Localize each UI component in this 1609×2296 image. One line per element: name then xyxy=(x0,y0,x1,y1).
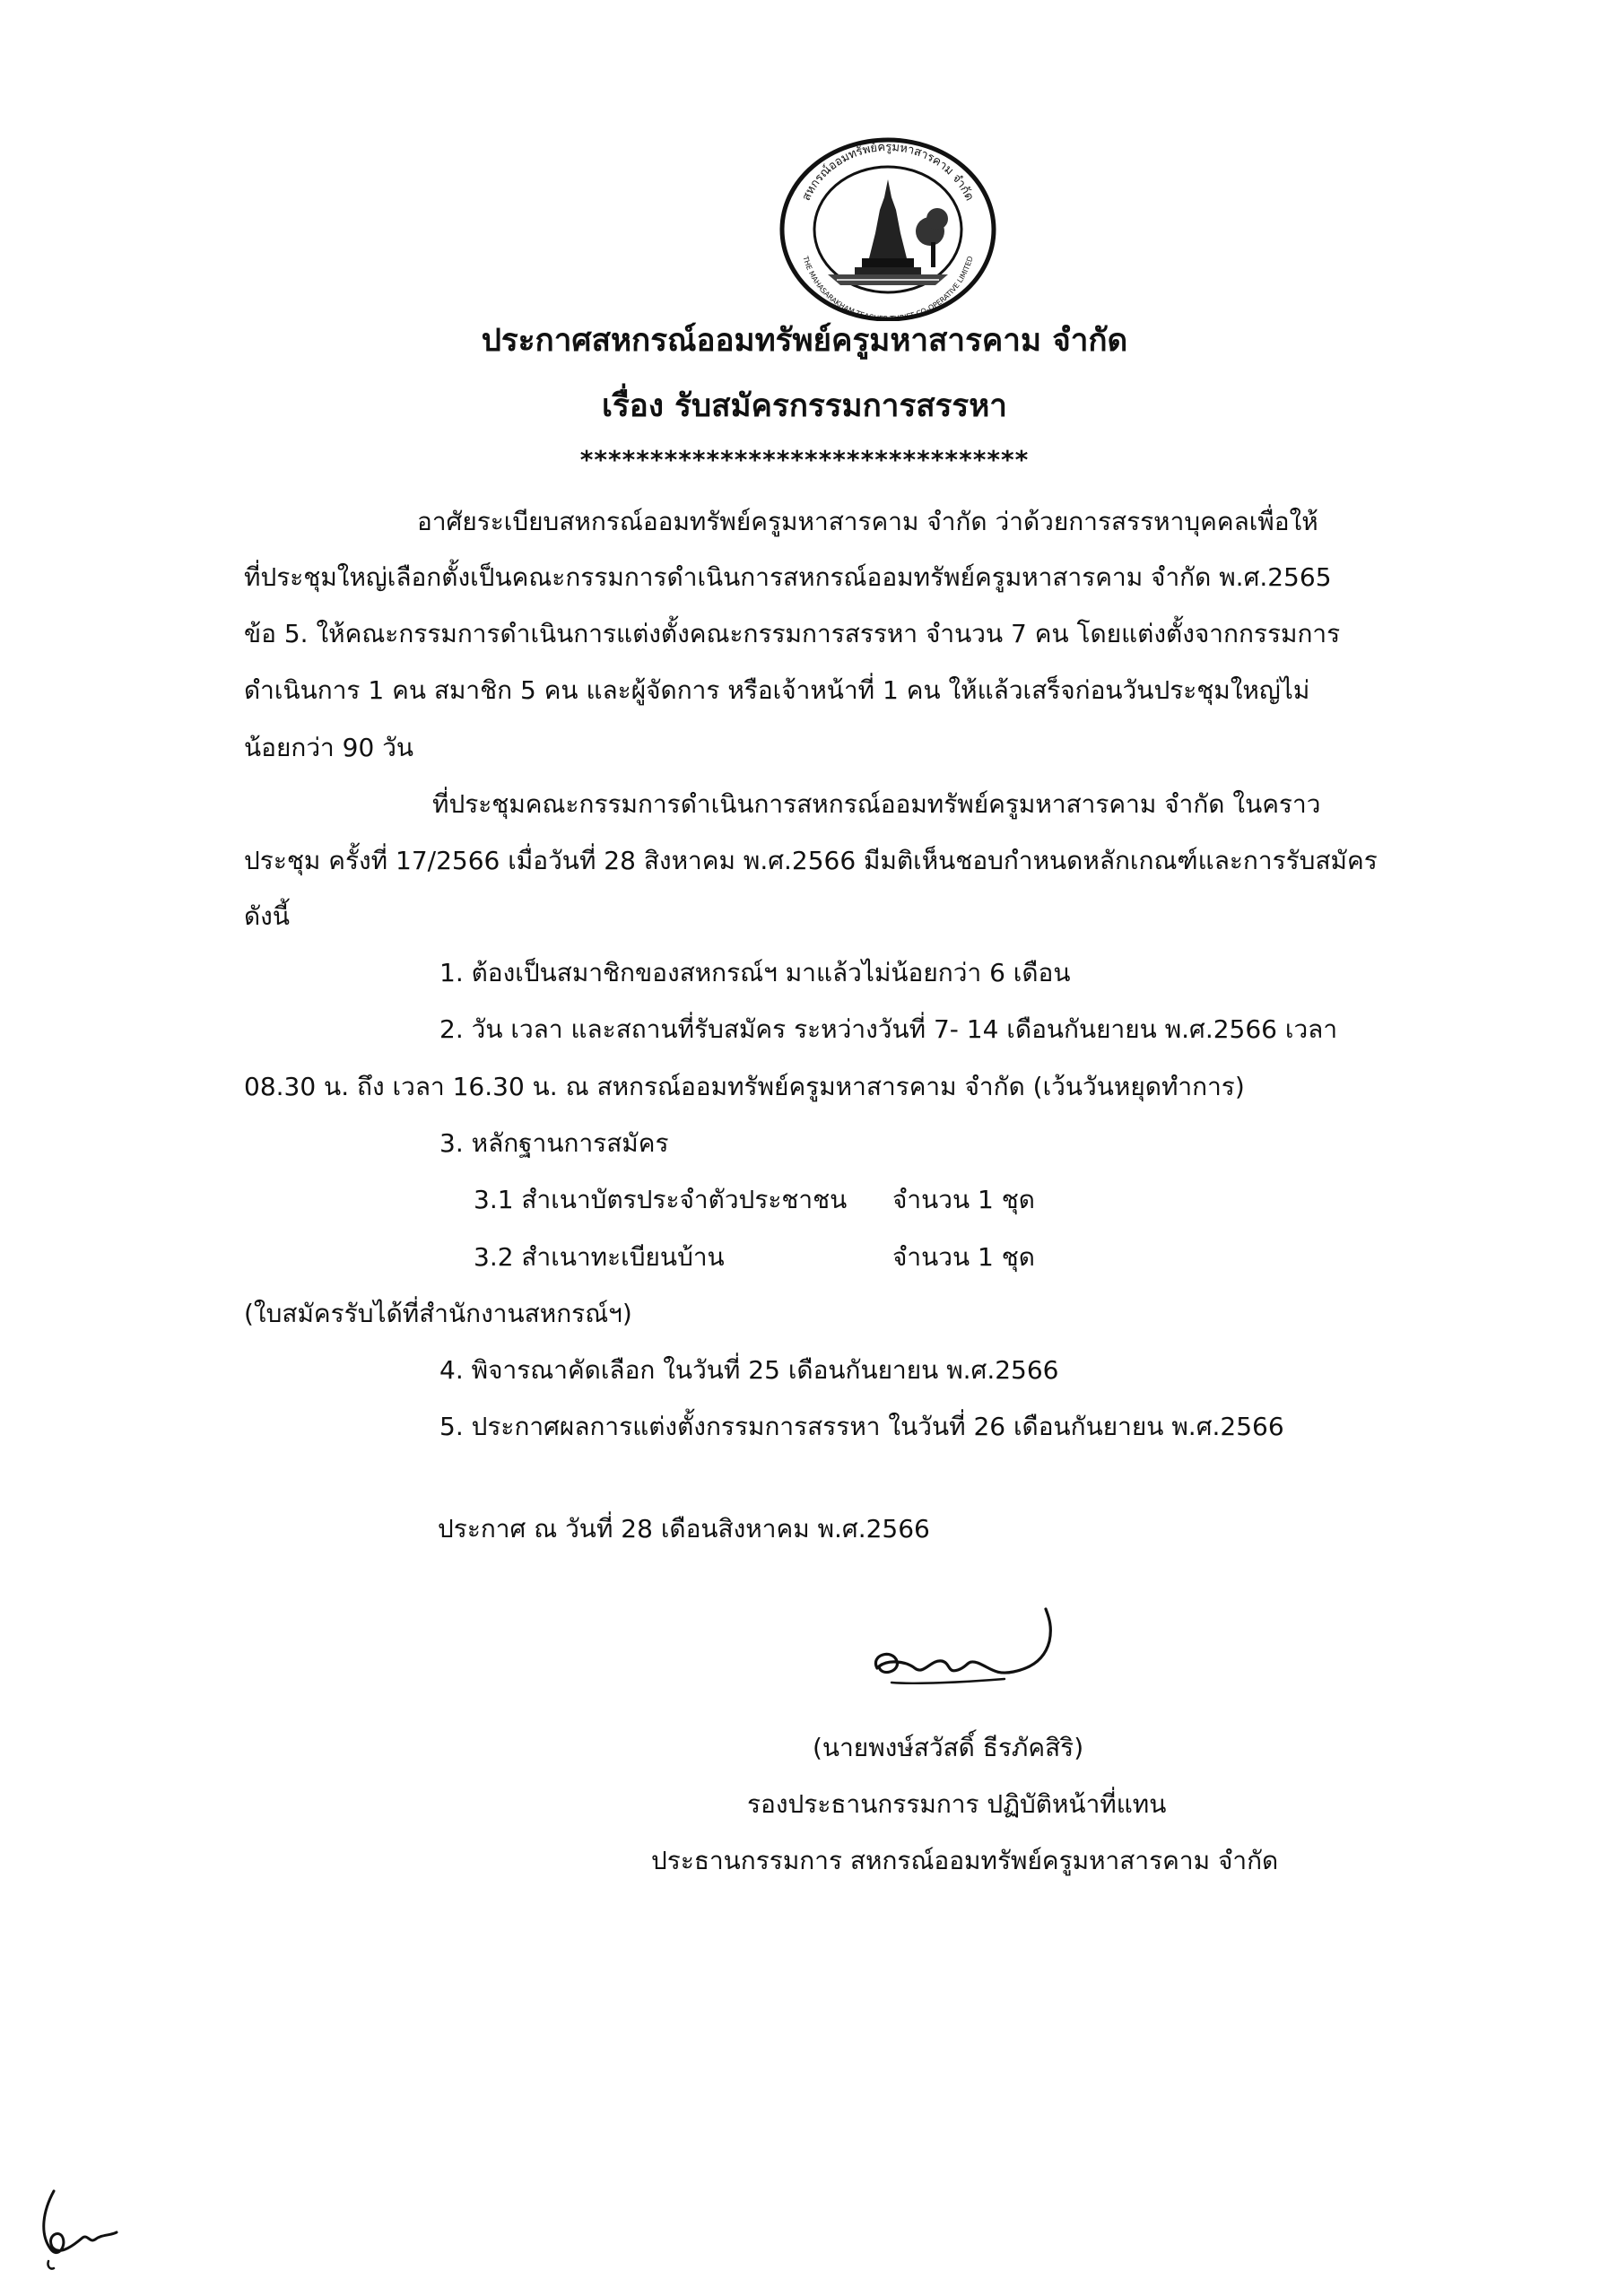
seal-text-bottom: THE MAHASARAKHAM TEACHER THRIFT CO-OPERATIVE LIMITED xyxy=(801,255,975,321)
criteria-item-2-cont: 08.30 น. ถึง เวลา 16.30 น. ณ สหกรณ์ออมทรัพย์ครูมหาสารคาม จำกัด (เว้นวันหยุดทำการ) xyxy=(244,1072,1245,1101)
criteria-item-1: 1. ต้องเป็นสมาชิกของสหกรณ์ฯ มาแล้วไม่น้อยกว่า 6 เดือน xyxy=(439,958,1071,987)
criteria-item-2: 2. วัน เวลา และสถานที่รับสมัคร ระหว่างวันที่ 7- 14 เดือนกันยายน พ.ศ.2566 เวลา xyxy=(439,1014,1338,1044)
separator-stars: ******************************** xyxy=(579,445,1030,474)
application-note: (ใบสมัครรับได้ที่สำนักงานสหกรณ์ฯ) xyxy=(244,1299,632,1328)
criteria-item-5: 5. ประกาศผลการแต่งตั้งกรรมการสรรหา ในวันที่ 26 เดือนกันยายน พ.ศ.2566 xyxy=(439,1412,1284,1441)
signatory-position-1: รองประธานกรรมการ ปฏิบัติหน้าที่แทน xyxy=(747,1789,1167,1819)
document-item-3-2-qty: จำนวน 1 ชุด xyxy=(892,1242,1035,1272)
paragraph-line: ที่ประชุมใหญ่เลือกตั้งเป็นคณะกรรมการดำเนินการสหกรณ์ออมทรัพย์ครูมหาสารคาม จำกัด พ.ศ.2565 xyxy=(244,562,1332,592)
paragraph-line: ประชุม ครั้งที่ 17/2566 เมื่อวันที่ 28 สิงหาคม พ.ศ.2566 มีมติเห็นชอบกำหนดหลักเกณฑ์และการรับสมัคร xyxy=(244,846,1378,875)
signatory-position-2: ประธานกรรมการ สหกรณ์ออมทรัพย์ครูมหาสารคาม จำกัด xyxy=(651,1846,1279,1875)
paragraph-line: ที่ประชุมคณะกรรมการดำเนินการสหกรณ์ออมทรัพย์ครูมหาสารคาม จำกัด ในคราว xyxy=(432,789,1321,819)
criteria-item-3: 3. หลักฐานการสมัคร xyxy=(439,1128,669,1158)
document-item-3-1-qty: จำนวน 1 ชุด xyxy=(892,1185,1035,1214)
criteria-item-4: 4. พิจารณาคัดเลือก ในวันที่ 25 เดือนกันยายน พ.ศ.2566 xyxy=(439,1355,1059,1385)
announcement-date: ประกาศ ณ วันที่ 28 เดือนสิงหาคม พ.ศ.2566 xyxy=(438,1514,930,1544)
signatory-name: (นายพงษ์สวัสดิ์ ธีรภัคสิริ) xyxy=(813,1733,1084,1762)
cooperative-seal-logo xyxy=(776,133,1000,321)
announcement-subject: เรื่อง รับสมัครกรรมการสรรหา xyxy=(602,388,1007,424)
paragraph-line: ข้อ 5. ให้คณะกรรมการดำเนินการแต่งตั้งคณะกรรมการสรรหา จำนวน 7 คน โดยแต่งตั้งจากกรรมการ xyxy=(244,619,1341,648)
seal-text-top: สหกรณ์ออมทรัพย์ครูมหาสารคาม จำกัด xyxy=(799,140,977,204)
document-item-3-1: 3.1 สำเนาบัตรประจำตัวประชาชน xyxy=(474,1185,848,1214)
document-item-3-2: 3.2 สำเนาทะเบียนบ้าน xyxy=(474,1242,725,1272)
handwritten-signature xyxy=(861,1605,1076,1704)
paragraph-line: น้อยกว่า 90 วัน xyxy=(244,733,414,762)
paragraph-line: ดังนี้ xyxy=(244,901,290,931)
paragraph-line: ดำเนินการ 1 คน สมาชิก 5 คน และผู้จัดการ หรือเจ้าหน้าที่ 1 คน ให้แล้วเสร็จก่อนวันประชุมใหญ่ไม่ xyxy=(244,675,1310,705)
announcement-title: ประกาศสหกรณ์ออมทรัพย์ครูมหาสารคาม จำกัด xyxy=(481,323,1128,359)
handwritten-initials xyxy=(27,2184,126,2274)
paragraph-line: อาศัยระเบียบสหกรณ์ออมทรัพย์ครูมหาสารคาม จำกัด ว่าด้วยการสรรหาบุคคลเพื่อให้ xyxy=(417,507,1318,536)
